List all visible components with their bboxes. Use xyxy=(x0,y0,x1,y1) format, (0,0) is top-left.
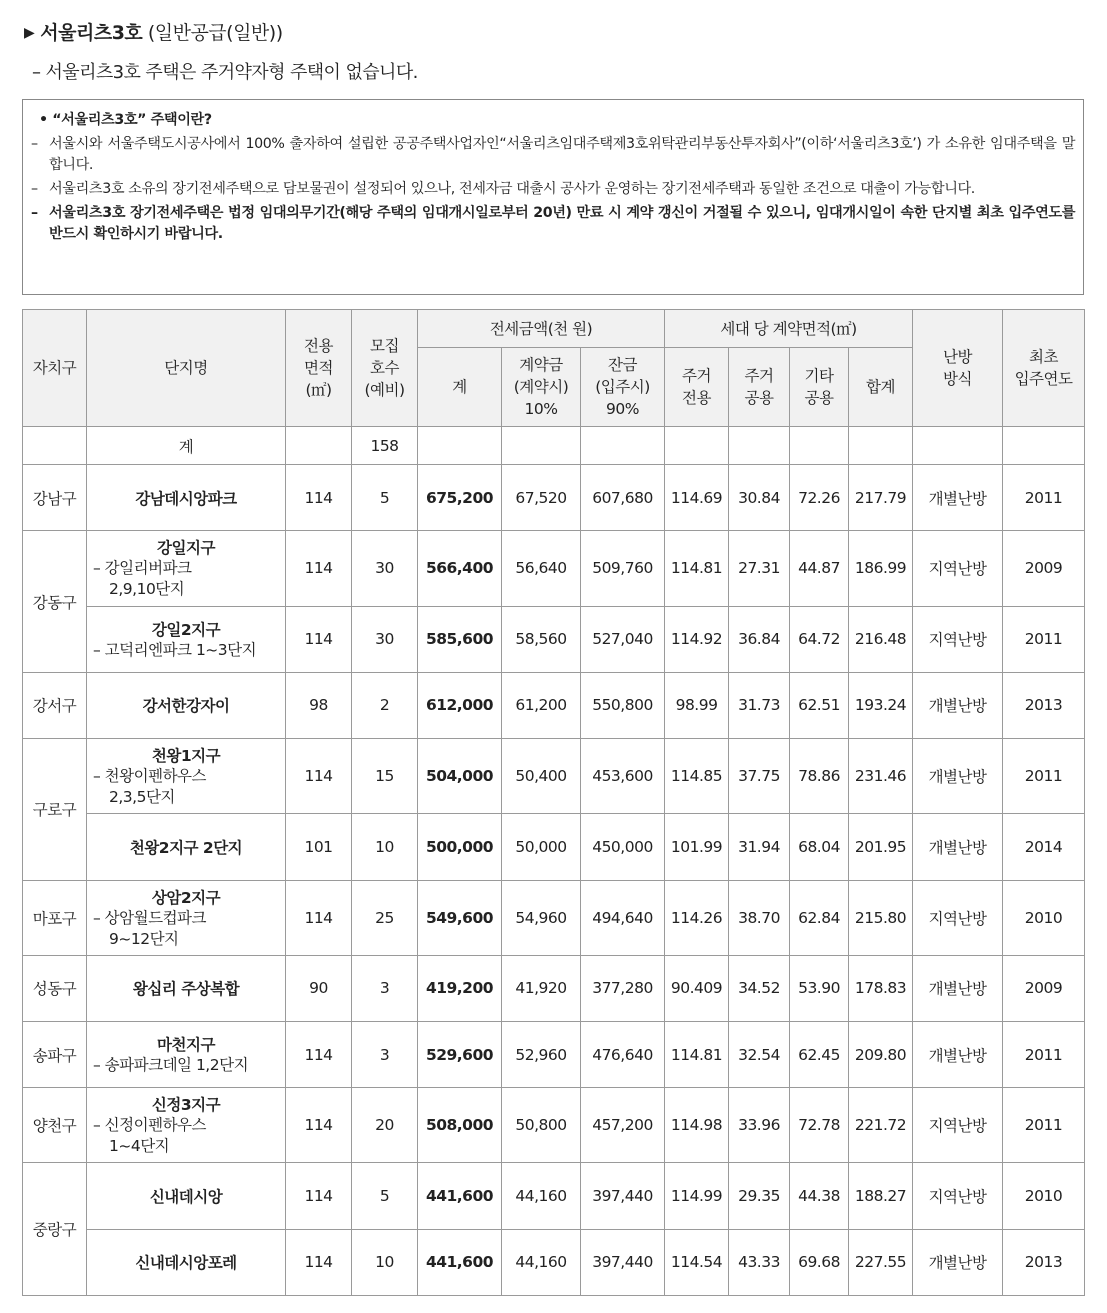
first-year-cell: 2013 xyxy=(1003,1229,1085,1295)
complex-name-cell xyxy=(87,739,286,814)
first-year-cell: 2011 xyxy=(1003,465,1085,531)
residential-exclusive-cell: 114.92 xyxy=(665,606,729,672)
other-common-cell: 78.86 xyxy=(790,739,849,814)
complex-name: 강일지구 xyxy=(157,539,215,558)
first-year-cell: 2010 xyxy=(1003,1163,1085,1229)
residential-exclusive-cell: 114.98 xyxy=(665,1088,729,1163)
table-row xyxy=(23,880,1085,955)
area-sum-cell: 217.79 xyxy=(849,465,913,531)
cell xyxy=(581,427,665,465)
balance-cell: 397,440 xyxy=(581,1163,665,1229)
other-common-cell: 62.45 xyxy=(790,1021,849,1087)
complex-name: 천왕2지구 2단지 xyxy=(129,838,243,857)
header-district: 자치구 xyxy=(23,310,87,427)
balance-cell: 509,760 xyxy=(581,531,665,606)
complex-subname-cont: 2,9,10단지 xyxy=(109,580,185,599)
cell xyxy=(418,427,502,465)
table-row xyxy=(23,1088,1085,1163)
table-row xyxy=(23,1229,1085,1295)
residential-common-cell: 29.35 xyxy=(729,1163,790,1229)
heating-cell: 지역난방 xyxy=(913,880,1003,955)
table-row xyxy=(23,672,1085,738)
area-cell: 90 xyxy=(286,955,352,1021)
complex-name-cell xyxy=(87,1088,286,1163)
cell xyxy=(23,427,87,465)
deposit-total-cell: 508,000 xyxy=(418,1088,502,1163)
area-sum-cell: 221.72 xyxy=(849,1088,913,1163)
district-cell: 송파구 xyxy=(23,1021,87,1087)
header-other-common: 기타 공용 xyxy=(790,348,849,427)
other-common-cell: 62.51 xyxy=(790,672,849,738)
notice-item-warning xyxy=(31,203,1075,245)
other-common-cell: 62.84 xyxy=(790,880,849,955)
complex-name: 상암2지구 xyxy=(151,888,221,907)
total-row xyxy=(23,427,1085,465)
district-cell: 강남구 xyxy=(23,465,87,531)
area-cell: 114 xyxy=(286,1021,352,1087)
table-row xyxy=(23,1021,1085,1087)
cell xyxy=(665,427,729,465)
down-payment-cell: 67,520 xyxy=(502,465,581,531)
complex-name: 신내데시앙 xyxy=(149,1188,223,1207)
other-common-cell: 44.87 xyxy=(790,531,849,606)
cell xyxy=(729,427,790,465)
down-payment-cell: 44,160 xyxy=(502,1163,581,1229)
area-sum-cell: 178.83 xyxy=(849,955,913,1021)
down-payment-cell: 52,960 xyxy=(502,1021,581,1087)
first-year-cell: 2011 xyxy=(1003,606,1085,672)
other-common-cell: 64.72 xyxy=(790,606,849,672)
complex-subname-cont: 1~4단지 xyxy=(109,1137,170,1156)
notice-text: 서울리츠3호 장기전세주택은 법정 임대의무기간(해당 주택의 임대개시일로부터 20년) 만료 시 계약 갱신이 거절될 수 있으니, 임대개시일이 속한 단지별 최초 입주연도를 반드시 확인하시기 바랍니다. xyxy=(49,205,1075,242)
cell xyxy=(790,427,849,465)
table-row xyxy=(23,606,1085,672)
area-cell: 114 xyxy=(286,880,352,955)
header-first-year: 최초 입주연도 xyxy=(1003,310,1085,427)
table-row xyxy=(23,814,1085,880)
balance-cell: 397,440 xyxy=(581,1229,665,1295)
total-label: 계 xyxy=(87,427,286,465)
units-cell: 15 xyxy=(352,739,418,814)
deposit-total-cell: 500,000 xyxy=(418,814,502,880)
residential-exclusive-cell: 98.99 xyxy=(665,672,729,738)
deposit-total-cell: 675,200 xyxy=(418,465,502,531)
complex-name-cell xyxy=(87,465,286,531)
section-title-rest: (일반공급(일반)) xyxy=(147,22,283,44)
first-year-cell: 2010 xyxy=(1003,880,1085,955)
complex-name: 강서한강자이 xyxy=(142,697,230,716)
residential-exclusive-cell: 114.69 xyxy=(665,465,729,531)
complex-name-cell xyxy=(87,531,286,606)
units-cell: 30 xyxy=(352,606,418,672)
balance-cell: 450,000 xyxy=(581,814,665,880)
notice-text: 서울리츠3호 소유의 장기전세주택으로 담보물권이 설정되어 있으나, 전세자금 대출시 공사가 운영하는 장기전세주택과 동일한 조건으로 대출이 가능합니다. xyxy=(49,181,975,197)
heating-cell: 개별난방 xyxy=(913,465,1003,531)
header-deposit-total: 계 xyxy=(418,348,502,427)
down-payment-cell: 41,920 xyxy=(502,955,581,1021)
heating-cell: 개별난방 xyxy=(913,1229,1003,1295)
complex-name-cell xyxy=(87,955,286,1021)
heating-cell: 개별난방 xyxy=(913,955,1003,1021)
residential-exclusive-cell: 114.85 xyxy=(665,739,729,814)
table-row xyxy=(23,739,1085,814)
heating-cell: 지역난방 xyxy=(913,531,1003,606)
header-area-sum: 합계 xyxy=(849,348,913,427)
other-common-cell: 68.04 xyxy=(790,814,849,880)
notice-box xyxy=(22,99,1084,295)
complex-subname-cont: 2,3,5단지 xyxy=(109,788,175,807)
area-cell: 114 xyxy=(286,531,352,606)
units-cell: 5 xyxy=(352,465,418,531)
housing-table xyxy=(22,309,1085,1296)
residential-common-cell: 36.84 xyxy=(729,606,790,672)
triangle-bullet-icon: ▶ xyxy=(24,25,35,41)
cell xyxy=(286,427,352,465)
balance-cell: 453,600 xyxy=(581,739,665,814)
header-contract-group: 세대 당 계약면적(㎡) xyxy=(665,310,913,348)
total-units: 158 xyxy=(352,427,418,465)
complex-subname: – 송파파크데일 1,2단지 xyxy=(93,1056,249,1075)
area-cell: 114 xyxy=(286,1088,352,1163)
residential-common-cell: 38.70 xyxy=(729,880,790,955)
area-cell: 114 xyxy=(286,1229,352,1295)
complex-subname: – 천왕이펜하우스 xyxy=(93,767,206,786)
heating-cell: 지역난방 xyxy=(913,1163,1003,1229)
header-heating: 난방 방식 xyxy=(913,310,1003,427)
area-cell: 98 xyxy=(286,672,352,738)
residential-common-cell: 32.54 xyxy=(729,1021,790,1087)
complex-subname: – 신정이펜하우스 xyxy=(93,1116,206,1135)
first-year-cell: 2013 xyxy=(1003,672,1085,738)
units-cell: 10 xyxy=(352,814,418,880)
residential-common-cell: 27.31 xyxy=(729,531,790,606)
area-sum-cell: 186.99 xyxy=(849,531,913,606)
complex-name-cell xyxy=(87,1229,286,1295)
down-payment-cell: 50,800 xyxy=(502,1088,581,1163)
residential-exclusive-cell: 101.99 xyxy=(665,814,729,880)
balance-cell: 494,640 xyxy=(581,880,665,955)
heating-cell: 개별난방 xyxy=(913,814,1003,880)
residential-exclusive-cell: 114.26 xyxy=(665,880,729,955)
deposit-total-cell: 585,600 xyxy=(418,606,502,672)
residential-common-cell: 30.84 xyxy=(729,465,790,531)
area-sum-cell: 215.80 xyxy=(849,880,913,955)
units-cell: 25 xyxy=(352,880,418,955)
area-sum-cell: 209.80 xyxy=(849,1021,913,1087)
district-cell: 구로구 xyxy=(23,739,87,880)
balance-cell: 607,680 xyxy=(581,465,665,531)
complex-name-cell xyxy=(87,606,286,672)
complex-name: 천왕1지구 xyxy=(151,747,221,766)
residential-common-cell: 37.75 xyxy=(729,739,790,814)
notice-dash: – xyxy=(31,136,38,152)
residential-common-cell: 31.73 xyxy=(729,672,790,738)
deposit-total-cell: 529,600 xyxy=(418,1021,502,1087)
units-cell: 30 xyxy=(352,531,418,606)
header-complex: 단지명 xyxy=(87,310,286,427)
deposit-total-cell: 441,600 xyxy=(418,1163,502,1229)
complex-name-cell xyxy=(87,672,286,738)
heating-cell: 지역난방 xyxy=(913,606,1003,672)
district-cell: 강동구 xyxy=(23,531,87,672)
balance-cell: 527,040 xyxy=(581,606,665,672)
complex-name-cell xyxy=(87,1021,286,1087)
first-year-cell: 2009 xyxy=(1003,531,1085,606)
units-cell: 2 xyxy=(352,672,418,738)
complex-name-cell xyxy=(87,814,286,880)
complex-name: 신정3지구 xyxy=(151,1096,221,1115)
area-cell: 114 xyxy=(286,739,352,814)
heating-cell: 개별난방 xyxy=(913,739,1003,814)
cell xyxy=(913,427,1003,465)
header-deposit-group: 전세금액(천 원) xyxy=(418,310,665,348)
down-payment-cell: 50,000 xyxy=(502,814,581,880)
complex-subname-cont: 9~12단지 xyxy=(109,929,179,948)
area-cell: 114 xyxy=(286,606,352,672)
complex-name: 신내데시앙포레 xyxy=(135,1254,237,1273)
complex-name: 마천지구 xyxy=(157,1036,215,1055)
deposit-total-cell: 612,000 xyxy=(418,672,502,738)
balance-cell: 377,280 xyxy=(581,955,665,1021)
section-title-bold: 서울리츠3호 xyxy=(40,22,143,44)
district-cell: 양천구 xyxy=(23,1088,87,1163)
deposit-total-cell: 441,600 xyxy=(418,1229,502,1295)
deposit-total-cell: 566,400 xyxy=(418,531,502,606)
heating-cell: 개별난방 xyxy=(913,1021,1003,1087)
area-cell: 101 xyxy=(286,814,352,880)
down-payment-cell: 61,200 xyxy=(502,672,581,738)
complex-name-cell xyxy=(87,1163,286,1229)
down-payment-cell: 54,960 xyxy=(502,880,581,955)
first-year-cell: 2009 xyxy=(1003,955,1085,1021)
table-row xyxy=(23,531,1085,606)
units-cell: 10 xyxy=(352,1229,418,1295)
area-sum-cell: 188.27 xyxy=(849,1163,913,1229)
deposit-total-cell: 419,200 xyxy=(418,955,502,1021)
residential-exclusive-cell: 114.99 xyxy=(665,1163,729,1229)
residential-exclusive-cell: 90.409 xyxy=(665,955,729,1021)
heating-cell: 개별난방 xyxy=(913,672,1003,738)
notice-dash: – xyxy=(31,205,38,221)
units-cell: 5 xyxy=(352,1163,418,1229)
down-payment-cell: 44,160 xyxy=(502,1229,581,1295)
complex-subname: – 고덕리엔파크 1~3단지 xyxy=(93,640,257,659)
notice-heading: • “서울리츠3호” 주택이란? xyxy=(39,112,212,128)
notice-text: 서울시와 서울주택도시공사에서 100% 출자하여 설립한 공공주택사업자인“서울리츠임대주택제3호위탁관리부동산투자회사”(이하‘서울리츠3호’) 가 소유한 임대주택을 말합니다. xyxy=(49,136,1075,173)
header-units: 모집 호수 (예비) xyxy=(352,310,418,427)
section-title xyxy=(24,18,283,45)
other-common-cell: 44.38 xyxy=(790,1163,849,1229)
other-common-cell: 72.26 xyxy=(790,465,849,531)
down-payment-cell: 56,640 xyxy=(502,531,581,606)
complex-name: 왕십리 주상복합 xyxy=(132,980,240,999)
area-sum-cell: 193.24 xyxy=(849,672,913,738)
other-common-cell: 72.78 xyxy=(790,1088,849,1163)
district-cell: 강서구 xyxy=(23,672,87,738)
header-down-payment: 계약금 (계약시) 10% xyxy=(502,348,581,427)
complex-name: 강남데시앙파크 xyxy=(135,489,237,508)
cell xyxy=(849,427,913,465)
residential-exclusive-cell: 114.81 xyxy=(665,1021,729,1087)
first-year-cell: 2011 xyxy=(1003,1021,1085,1087)
cell xyxy=(502,427,581,465)
residential-common-cell: 33.96 xyxy=(729,1088,790,1163)
other-common-cell: 53.90 xyxy=(790,955,849,1021)
balance-cell: 476,640 xyxy=(581,1021,665,1087)
first-year-cell: 2011 xyxy=(1003,1088,1085,1163)
notice-dash: – xyxy=(31,181,38,197)
other-common-cell: 69.68 xyxy=(790,1229,849,1295)
complex-name-cell xyxy=(87,880,286,955)
notice-item xyxy=(31,179,1075,200)
units-cell: 3 xyxy=(352,955,418,1021)
down-payment-cell: 58,560 xyxy=(502,606,581,672)
residential-common-cell: 34.52 xyxy=(729,955,790,1021)
district-cell: 마포구 xyxy=(23,880,87,955)
area-sum-cell: 231.46 xyxy=(849,739,913,814)
notice-item xyxy=(31,134,1075,176)
deposit-total-cell: 549,600 xyxy=(418,880,502,955)
heating-cell: 지역난방 xyxy=(913,1088,1003,1163)
first-year-cell: 2014 xyxy=(1003,814,1085,880)
table-row xyxy=(23,955,1085,1021)
units-cell: 20 xyxy=(352,1088,418,1163)
first-year-cell: 2011 xyxy=(1003,739,1085,814)
area-cell: 114 xyxy=(286,465,352,531)
header-balance: 잔금 (입주시) 90% xyxy=(581,348,665,427)
complex-subname: – 강일리버파크 xyxy=(93,559,192,578)
units-cell: 3 xyxy=(352,1021,418,1087)
district-cell: 중랑구 xyxy=(23,1163,87,1296)
cell xyxy=(1003,427,1085,465)
section-subtitle: – 서울리츠3호 주택은 주거약자형 주택이 없습니다. xyxy=(32,62,418,83)
residential-common-cell: 43.33 xyxy=(729,1229,790,1295)
table-row xyxy=(23,465,1085,531)
residential-exclusive-cell: 114.81 xyxy=(665,531,729,606)
area-sum-cell: 227.55 xyxy=(849,1229,913,1295)
area-sum-cell: 216.48 xyxy=(849,606,913,672)
complex-subname: – 상암월드컵파크 xyxy=(93,908,206,927)
balance-cell: 457,200 xyxy=(581,1088,665,1163)
deposit-total-cell: 504,000 xyxy=(418,739,502,814)
area-sum-cell: 201.95 xyxy=(849,814,913,880)
balance-cell: 550,800 xyxy=(581,672,665,738)
residential-exclusive-cell: 114.54 xyxy=(665,1229,729,1295)
header-residential-exclusive: 주거 전용 xyxy=(665,348,729,427)
district-cell: 성동구 xyxy=(23,955,87,1021)
header-area: 전용 면적 (㎡) xyxy=(286,310,352,427)
table-row xyxy=(23,1163,1085,1229)
header-residential-common: 주거 공용 xyxy=(729,348,790,427)
area-cell: 114 xyxy=(286,1163,352,1229)
down-payment-cell: 50,400 xyxy=(502,739,581,814)
complex-name: 강일2지구 xyxy=(151,620,221,639)
residential-common-cell: 31.94 xyxy=(729,814,790,880)
